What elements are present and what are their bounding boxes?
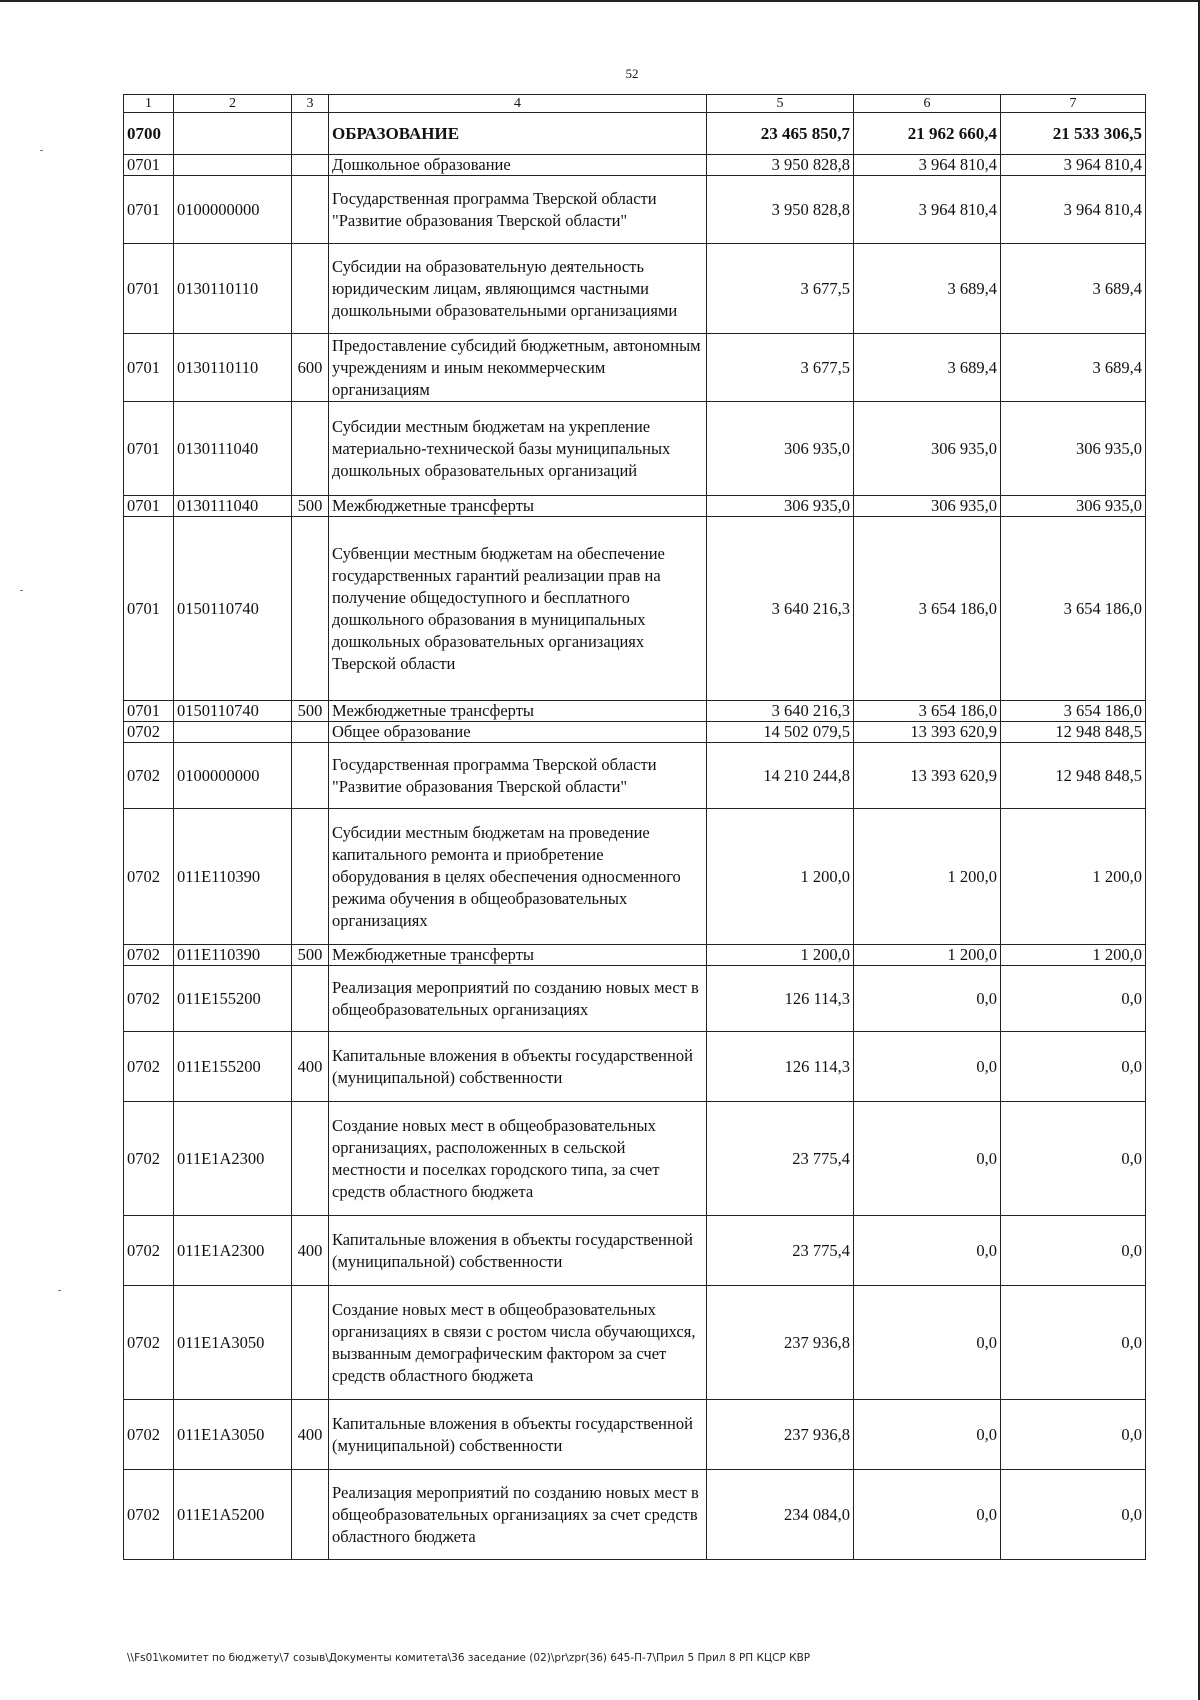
target-article-code: 0150110740 [174,517,292,701]
table-row [124,176,1146,244]
amount-col-6: 1 200,0 [854,945,1001,966]
budget-table [123,94,1146,1560]
scan-speck [40,150,43,151]
item-name: Капитальные вложения в объекты государственной (муниципальной) собственности [329,1032,707,1102]
item-name: Создание новых мест в общеобразовательных организациях, расположенных в сельской местности и поселках городского типа, за счет средств областного бюджета [329,1102,707,1216]
item-name: Субсидии местным бюджетам на проведение капитального ремонта и приобретение оборудования в целях обеспечения односменного режима обучения в общеобразовательных организациях [329,809,707,945]
amount-col-6: 3 964 810,4 [854,176,1001,244]
amount-col-6: 306 935,0 [854,402,1001,496]
section-code: 0702 [124,809,174,945]
section-code: 0702 [124,1102,174,1216]
table-row [124,113,1146,155]
item-name: ОБРАЗОВАНИЕ [329,113,707,155]
expense-type-code [292,244,329,334]
item-name: Субсидии на образовательную деятельность юридическим лицам, являющимся частными дошкольными образовательными организациями [329,244,707,334]
amount-col-7: 3 654 186,0 [1001,701,1146,722]
amount-col-7: 306 935,0 [1001,402,1146,496]
amount-col-7: 0,0 [1001,1400,1146,1470]
scan-speck [58,1290,61,1291]
target-article-code: 0150110740 [174,701,292,722]
amount-col-7: 1 200,0 [1001,809,1146,945]
target-article-code: 011E1A3050 [174,1286,292,1400]
section-code: 0701 [124,176,174,244]
item-name: Субсидии местным бюджетам на укрепление материально-технической базы муниципальных дошкольных образовательных организаций [329,402,707,496]
amount-col-6: 0,0 [854,1470,1001,1560]
amount-col-5: 1 200,0 [707,809,854,945]
expense-type-code [292,722,329,743]
amount-col-7: 3 689,4 [1001,244,1146,334]
column-number: 4 [329,95,707,113]
item-name: Реализация мероприятий по созданию новых мест в общеобразовательных организациях за счет средств областного бюджета [329,1470,707,1560]
amount-col-7: 0,0 [1001,966,1146,1032]
amount-col-7: 0,0 [1001,1286,1146,1400]
amount-col-7: 0,0 [1001,1032,1146,1102]
section-code: 0702 [124,1400,174,1470]
item-name: Создание новых мест в общеобразовательных организациях в связи с ростом числа обучающихся, вызванным демографическим фактором за счет средств областного бюджета [329,1286,707,1400]
expense-type-code: 500 [292,945,329,966]
amount-col-7: 0,0 [1001,1102,1146,1216]
amount-col-7: 1 200,0 [1001,945,1146,966]
table-row [124,701,1146,722]
amount-col-6: 0,0 [854,1286,1001,1400]
expense-type-code [292,402,329,496]
target-article-code: 0130110110 [174,244,292,334]
amount-col-6: 21 962 660,4 [854,113,1001,155]
amount-col-5: 3 640 216,3 [707,517,854,701]
column-number: 6 [854,95,1001,113]
expense-type-code: 400 [292,1400,329,1470]
amount-col-5: 3 950 828,8 [707,155,854,176]
amount-col-6: 13 393 620,9 [854,722,1001,743]
table-row [124,1216,1146,1286]
amount-col-7: 21 533 306,5 [1001,113,1146,155]
target-article-code: 0100000000 [174,743,292,809]
table-row [124,244,1146,334]
item-name: Капитальные вложения в объекты государственной (муниципальной) собственности [329,1216,707,1286]
section-code: 0702 [124,1286,174,1400]
target-article-code: 0100000000 [174,176,292,244]
section-code: 0701 [124,244,174,334]
expense-type-code: 400 [292,1216,329,1286]
amount-col-6: 0,0 [854,1032,1001,1102]
amount-col-5: 3 950 828,8 [707,176,854,244]
amount-col-6: 3 654 186,0 [854,701,1001,722]
table-row [124,517,1146,701]
section-code: 0701 [124,402,174,496]
expense-type-code [292,517,329,701]
section-code: 0702 [124,1216,174,1286]
expense-type-code [292,1102,329,1216]
amount-col-5: 1 200,0 [707,945,854,966]
amount-col-5: 234 084,0 [707,1470,854,1560]
amount-col-5: 3 640 216,3 [707,701,854,722]
section-code: 0701 [124,517,174,701]
amount-col-5: 126 114,3 [707,966,854,1032]
amount-col-5: 3 677,5 [707,334,854,402]
column-number: 2 [174,95,292,113]
item-name: Межбюджетные трансферты [329,496,707,517]
item-name: Государственная программа Тверской области "Развитие образования Тверской области" [329,743,707,809]
item-name: Дошкольное образование [329,155,707,176]
amount-col-6: 0,0 [854,966,1001,1032]
target-article-code: 011E155200 [174,1032,292,1102]
amount-col-7: 0,0 [1001,1216,1146,1286]
target-article-code: 011E1A2300 [174,1102,292,1216]
section-code: 0702 [124,966,174,1032]
table-row [124,334,1146,402]
section-code: 0700 [124,113,174,155]
section-code: 0701 [124,496,174,517]
table-row [124,1286,1146,1400]
item-name: Общее образование [329,722,707,743]
expense-type-code: 600 [292,334,329,402]
amount-col-5: 237 936,8 [707,1286,854,1400]
amount-col-7: 3 689,4 [1001,334,1146,402]
amount-col-7: 12 948 848,5 [1001,722,1146,743]
table-row [124,945,1146,966]
scan-border-top [0,0,1200,2]
amount-col-6: 0,0 [854,1216,1001,1286]
target-article-code: 0130111040 [174,402,292,496]
table-row [124,496,1146,517]
amount-col-7: 3 654 186,0 [1001,517,1146,701]
column-number: 1 [124,95,174,113]
table-row [124,1102,1146,1216]
column-number: 5 [707,95,854,113]
amount-col-5: 23 775,4 [707,1102,854,1216]
amount-col-6: 3 654 186,0 [854,517,1001,701]
target-article-code: 011E1A5200 [174,1470,292,1560]
amount-col-6: 13 393 620,9 [854,743,1001,809]
item-name: Субвенции местным бюджетам на обеспечение государственных гарантий реализации прав на получение общедоступного и бесплатного дошкольного образования в муниципальных дошкольных образовательных организациях Тверской области [329,517,707,701]
amount-col-7: 306 935,0 [1001,496,1146,517]
expense-type-code [292,155,329,176]
target-article-code: 0130111040 [174,496,292,517]
section-code: 0702 [124,1470,174,1560]
target-article-code: 011E1A3050 [174,1400,292,1470]
item-name: Государственная программа Тверской области "Развитие образования Тверской области" [329,176,707,244]
expense-type-code [292,1286,329,1400]
column-number: 3 [292,95,329,113]
expense-type-code: 400 [292,1032,329,1102]
footer-file-path: \\Fs01\комитет по бюджету\7 созыв\Документы комитета\36 заседание (02)\pr\zpr(36) 645-П-7\Прил 5 Прил 8 РП КЦСР КВР [127,1652,811,1664]
target-article-code: 011E1A2300 [174,1216,292,1286]
target-article-code: 011E110390 [174,809,292,945]
amount-col-5: 306 935,0 [707,402,854,496]
expense-type-code [292,1470,329,1560]
item-name: Предоставление субсидий бюджетным, автономным учреждениям и иным некоммерческим организациям [329,334,707,402]
expense-type-code: 500 [292,496,329,517]
expense-type-code [292,113,329,155]
table-row [124,966,1146,1032]
table-row [124,1470,1146,1560]
expense-type-code [292,966,329,1032]
section-code: 0701 [124,701,174,722]
item-name: Капитальные вложения в объекты государственной (муниципальной) собственности [329,1400,707,1470]
amount-col-5: 237 936,8 [707,1400,854,1470]
target-article-code: 011E155200 [174,966,292,1032]
amount-col-5: 306 935,0 [707,496,854,517]
expense-type-code: 500 [292,701,329,722]
amount-col-7: 12 948 848,5 [1001,743,1146,809]
expense-type-code [292,809,329,945]
amount-col-5: 3 677,5 [707,244,854,334]
page-number: 52 [625,66,639,81]
item-name: Межбюджетные трансферты [329,701,707,722]
target-article-code [174,155,292,176]
section-code: 0701 [124,155,174,176]
amount-col-6: 3 689,4 [854,244,1001,334]
amount-col-6: 3 689,4 [854,334,1001,402]
amount-col-7: 3 964 810,4 [1001,176,1146,244]
target-article-code [174,113,292,155]
amount-col-7: 0,0 [1001,1470,1146,1560]
table-row [124,155,1146,176]
item-name: Межбюджетные трансферты [329,945,707,966]
target-article-code: 011E110390 [174,945,292,966]
target-article-code: 0130110110 [174,334,292,402]
section-code: 0702 [124,722,174,743]
amount-col-6: 0,0 [854,1400,1001,1470]
scan-speck [20,590,23,591]
section-code: 0701 [124,334,174,402]
table-row [124,809,1146,945]
amount-col-5: 23 775,4 [707,1216,854,1286]
column-number-row [124,95,1146,113]
amount-col-7: 3 964 810,4 [1001,155,1146,176]
amount-col-5: 126 114,3 [707,1032,854,1102]
expense-type-code [292,743,329,809]
item-name: Реализация мероприятий по созданию новых мест в общеобразовательных организациях [329,966,707,1032]
amount-col-6: 0,0 [854,1102,1001,1216]
amount-col-5: 23 465 850,7 [707,113,854,155]
amount-col-5: 14 502 079,5 [707,722,854,743]
amount-col-6: 3 964 810,4 [854,155,1001,176]
table-row [124,1032,1146,1102]
amount-col-6: 1 200,0 [854,809,1001,945]
column-number: 7 [1001,95,1146,113]
table-row [124,402,1146,496]
section-code: 0702 [124,945,174,966]
expense-type-code [292,176,329,244]
section-code: 0702 [124,1032,174,1102]
amount-col-5: 14 210 244,8 [707,743,854,809]
table-row [124,743,1146,809]
amount-col-6: 306 935,0 [854,496,1001,517]
table-row [124,722,1146,743]
target-article-code [174,722,292,743]
section-code: 0702 [124,743,174,809]
table-row [124,1400,1146,1470]
